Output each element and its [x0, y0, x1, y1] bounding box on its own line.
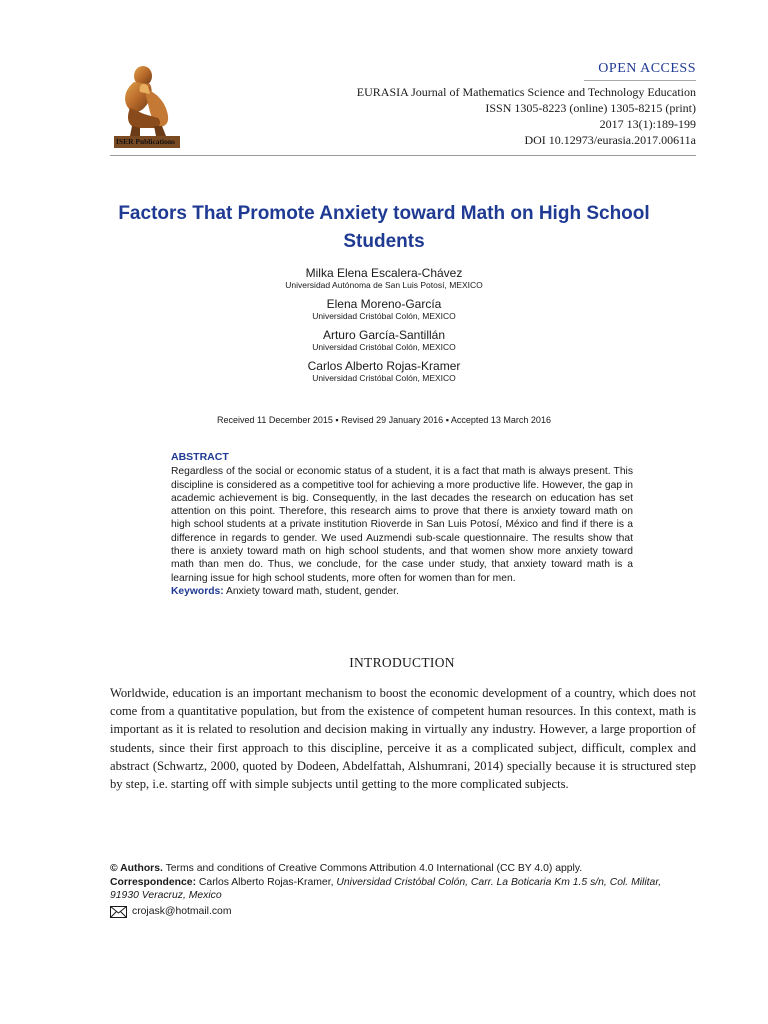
email-line [110, 905, 670, 919]
copyright-line [110, 862, 670, 876]
correspondence-label: Correspondence: [110, 876, 197, 888]
introduction-text: Worldwide, education is an important mechanism to boost the economic development of a country, which does not come from a quantitative population, but from the existence of competent human resources. In this context, math is important as it is related to resolution and decision making in virtually any industry. However, a large proportion of students, since their first approach to this discipline, perceive it as a complicated subject, difficult, complex and abstract (Schwartz, 2000, quoted by Dodeen, Abdelfattah, Alshumrani, 2014) specially because it is structured step by step, i.e. starting off with simple subjects until getting to the more complicated subjects. [110, 686, 696, 792]
keywords-label: Keywords: [171, 585, 224, 597]
author-name: Milka Elena Escalera-Chávez [305, 266, 463, 280]
copyright-label: © Authors. [110, 863, 163, 874]
correspondence-name: Carlos Alberto Rojas-Kramer, [196, 876, 334, 888]
publisher-logo [110, 62, 186, 150]
footer-notes [110, 862, 670, 919]
journal-issn: ISSN 1305-8223 (online) 1305-8215 (print) [485, 101, 696, 115]
author-affiliation: Universidad Cristóbal Colón, MEXICO [312, 342, 456, 352]
author-affiliation: Universidad Autónoma de San Luis Potosí, MEXICO [285, 280, 483, 290]
article-doi[interactable]: DOI 10.12973/eurasia.2017.00611a [524, 133, 696, 147]
article-title: Factors That Promote Anxiety toward Math on High School Students [118, 203, 650, 252]
keywords-line [171, 585, 633, 598]
journal-name: EURASIA Journal of Mathematics Science and Technology Education [356, 85, 696, 99]
open-access-divider [584, 80, 696, 81]
keywords-text: Anxiety toward math, student, gender. [223, 585, 399, 597]
correspondence-address: Universidad Cristóbal Colón, Carr. La Boticaria Km 1.5 s/n, Col. Militar, 91930 Veracruz, Mexico [110, 876, 662, 902]
author-name: Arturo García-Santillán [322, 328, 446, 342]
logo-text: ISER Publications [116, 137, 175, 146]
author-affiliation: Universidad Cristóbal Colón, MEXICO [312, 311, 456, 321]
journal-info [270, 84, 696, 148]
abstract-section [171, 451, 633, 598]
copyright-text: Terms and conditions of Creative Commons Attribution 4.0 International (CC BY 4.0) apply. [162, 863, 583, 874]
introduction-heading: INTRODUCTION [349, 655, 455, 670]
author-name: Carlos Alberto Rojas-Kramer [307, 359, 461, 373]
correspondence-line [110, 876, 670, 903]
envelope-icon [110, 906, 127, 918]
header-divider [110, 155, 696, 156]
email-link[interactable]: crojask@hotmail.com [132, 906, 232, 918]
author-name: Elena Moreno-García [326, 297, 442, 311]
open-access-label: OPEN ACCESS [598, 61, 696, 76]
abstract-text: Regardless of the social or economic status of a student, it is a fact that math is always present. This discipline is considered as a competitive tool for achieving a more productive life. However, the gap in academic achievement is big. Consequently, in the last decades the research on education has set attention on this point. Therefore, this research aims to prove that there is anxiety toward math on high school students at a private institution Rioverde in San Luis Potosí, México and find if there is a difference in regards to gender. We used Auzmendi sub-scale questionnaire. The results show that there is anxiety toward math on high school students, and that women show more anxiety toward math than men do. Thus, we conclude, for the case under study, that anxiety toward math is a learning issue for high school students, more often for women than for men. [171, 466, 633, 584]
author-affiliation: Universidad Cristóbal Colón, MEXICO [312, 373, 456, 383]
author-list [150, 266, 618, 390]
abstract-heading: ABSTRACT [171, 451, 229, 463]
journal-volume: 2017 13(1):189-199 [599, 117, 696, 131]
article-dates: Received 11 December 2015 ▪ Revised 29 January 2016 ▪ Accepted 13 March 2016 [217, 415, 551, 425]
